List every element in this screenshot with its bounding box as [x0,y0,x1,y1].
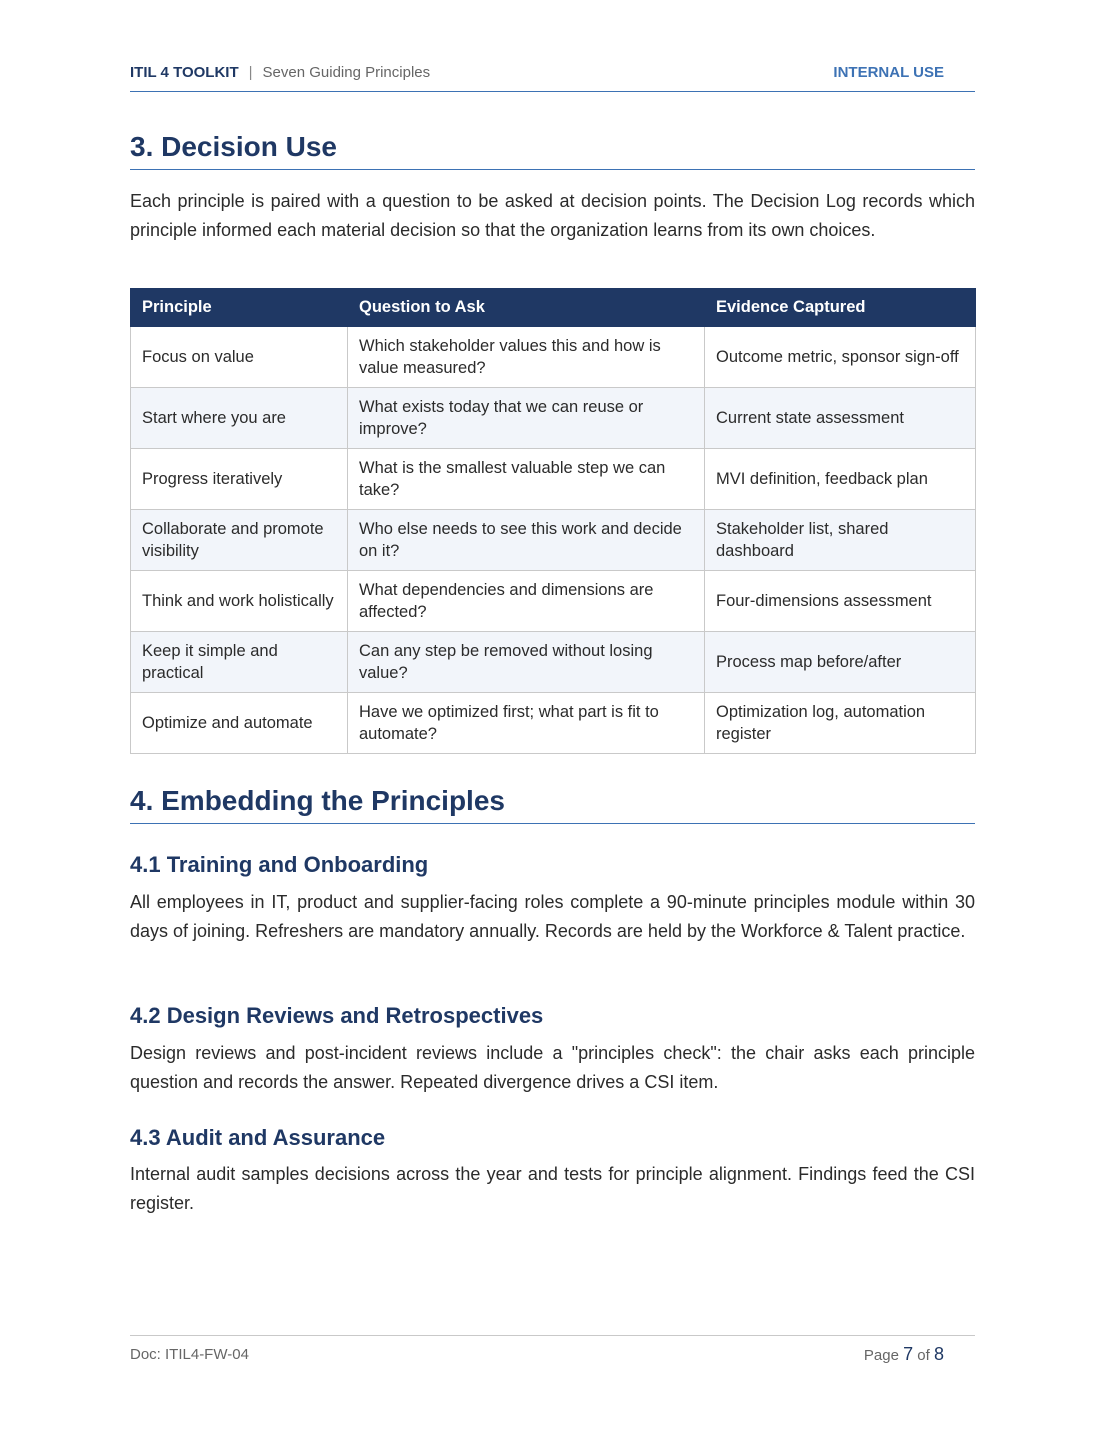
total-pages: 8 [933,1344,944,1364]
column-header-principle: Principle [131,289,348,327]
footer-doc-id: Doc: ITIL4-FW-04 [130,1346,249,1363]
cell-evidence: Four-dimensions assessment [705,571,976,632]
cell-evidence: Outcome metric, sponsor sign-off [705,327,976,388]
header-subtitle: Seven Guiding Principles [262,64,431,81]
subsection-4-1-title: 4.1 Training and Onboarding [130,852,429,877]
cell-evidence: Current state assessment [705,388,976,449]
cell-question: Have we optimized first; what part is fit to automate? [348,693,705,754]
cell-principle: Focus on value [131,327,348,388]
section-3-intro: Each principle is paired with a question to be asked at decision points. The Decision Log records which principle informed each material decision so that the organization learns from its own choices. [130,191,975,240]
cell-principle: Start where you are [131,388,348,449]
page-header [130,64,975,92]
column-header-evidence: Evidence Captured [705,289,976,327]
cell-question: What exists today that we can reuse or improve? [348,388,705,449]
section-4-title: 4. Embedding the Principles [130,785,975,824]
header-brand: ITIL 4 TOOLKIT [130,64,239,81]
subsection-4-3-body: Internal audit samples decisions across the year and tests for principle alignment. Findings feed the CSI register. [130,1164,975,1213]
section-3-title: 3. Decision Use [130,131,975,170]
subsection-4-1-body: All employees in IT, product and supplier-facing roles complete a 90-minute principles module within 30 days of joining. Refreshers are mandatory annually. Records are held by the Workforce & Talent practice. [130,892,975,941]
column-header-question: Question to Ask [348,289,705,327]
cell-principle: Optimize and automate [131,693,348,754]
page-label: Page [863,1347,899,1364]
page-number [864,1344,944,1365]
table-row [131,693,976,754]
table-row [131,449,976,510]
cell-principle: Think and work holistically [131,571,348,632]
cell-evidence: Optimization log, automation register [705,693,976,754]
page-footer [130,1335,975,1363]
cell-question: Which stakeholder values this and how is value measured? [348,327,705,388]
cell-question: Can any step be removed without losing value? [348,632,705,693]
table-row [131,327,976,388]
cell-principle: Progress iteratively [131,449,348,510]
cell-evidence: Stakeholder list, shared dashboard [705,510,976,571]
subsection-4-2-title: 4.2 Design Reviews and Retrospectives [130,1003,544,1028]
cell-question: What is the smallest valuable step we can take? [348,449,705,510]
table-row [131,632,976,693]
of-label: of [917,1347,930,1364]
subsection-4-3-title: 4.3 Audit and Assurance [130,1125,386,1150]
decision-table [130,288,976,754]
header-classification: INTERNAL USE [833,64,944,81]
table-header-row [131,289,976,327]
cell-principle: Collaborate and promote visibility [131,510,348,571]
cell-question: Who else needs to see this work and decide on it? [348,510,705,571]
cell-principle: Keep it simple and practical [131,632,348,693]
cell-evidence: Process map before/after [705,632,976,693]
cell-question: What dependencies and dimensions are affected? [348,571,705,632]
subsection-4-2-body: Design reviews and post-incident reviews include a "principles check": the chair asks each principle question and records the answer. Repeated divergence drives a CSI item. [130,1043,975,1092]
table-row [131,388,976,449]
current-page: 7 [903,1344,914,1364]
cell-evidence: MVI definition, feedback plan [705,449,976,510]
header-separator: | [248,64,253,81]
table-row [131,510,976,571]
table-row [131,571,976,632]
